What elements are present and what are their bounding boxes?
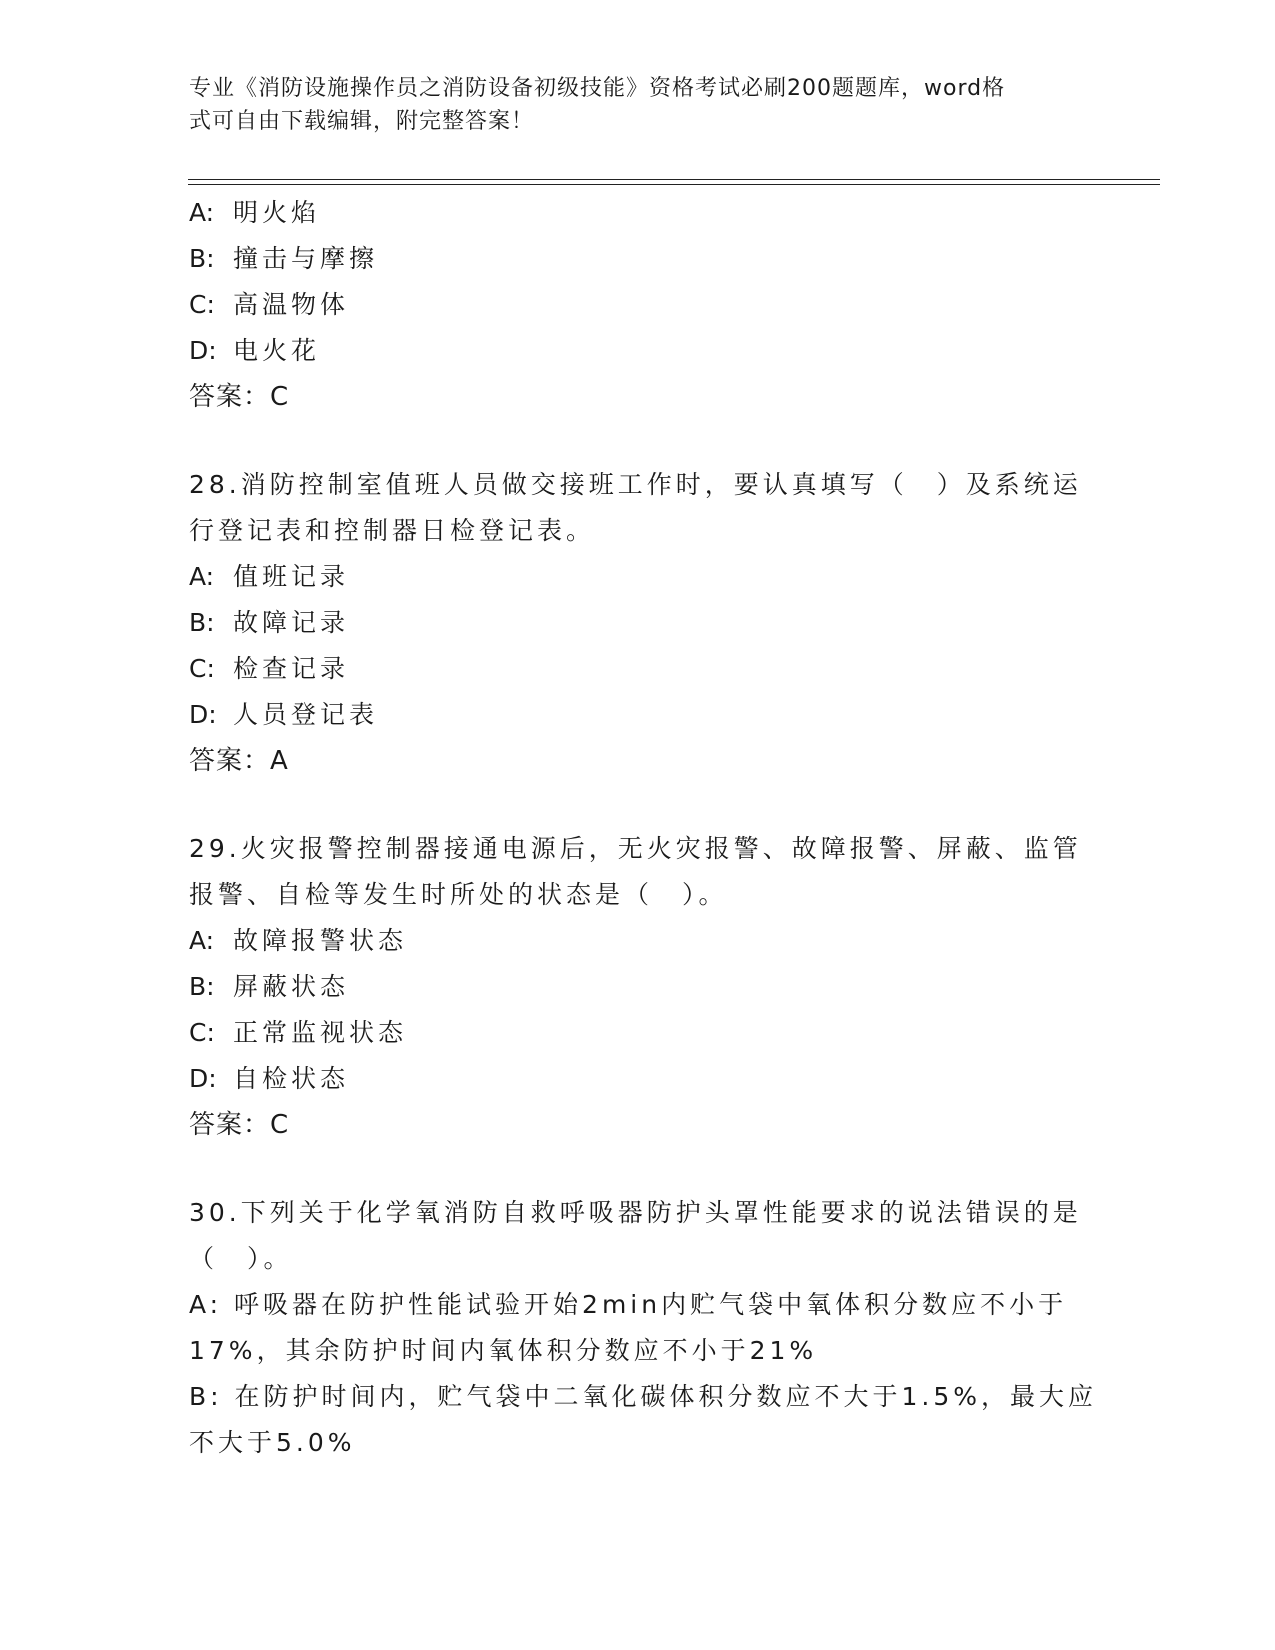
option-letter: B: bbox=[189, 608, 215, 637]
header-line-2: 式可自由下载编辑，附完整答案！ bbox=[189, 109, 535, 134]
option-letter: C: bbox=[189, 1018, 215, 1047]
option-letter: D: bbox=[189, 700, 217, 729]
option-d bbox=[189, 328, 1089, 374]
option-letter: D: bbox=[189, 336, 217, 365]
option-b bbox=[189, 964, 1089, 1010]
option-b bbox=[189, 600, 1089, 646]
option-d bbox=[189, 1056, 1089, 1102]
answer-label: 答案：A bbox=[189, 746, 289, 776]
option-text: 故障报警状态 bbox=[233, 926, 408, 955]
option-text: 明火焰 bbox=[233, 198, 321, 227]
option-letter: A: bbox=[189, 562, 215, 591]
option-b-line-2: 不大于5.0% bbox=[189, 1428, 356, 1457]
page-header bbox=[189, 72, 1069, 138]
question-text-line-1: 30.下列关于化学氧消防自救呼吸器防护头罩性能要求的说法错误的是 bbox=[189, 1198, 1082, 1227]
option-c bbox=[189, 646, 1089, 692]
header-divider-bottom bbox=[188, 184, 1160, 185]
answer-label: 答案：C bbox=[189, 1110, 290, 1140]
header-line-1: 专业《消防设施操作员之消防设备初级技能》资格考试必刷200题题库，word格 bbox=[189, 76, 1006, 101]
header-divider-top bbox=[188, 179, 1160, 180]
question-28 bbox=[189, 462, 1089, 784]
option-letter: C: bbox=[189, 654, 215, 683]
option-a-line-2: 17%，其余防护时间内氧体积分数应不小于21% bbox=[189, 1336, 818, 1365]
option-letter: D: bbox=[189, 1064, 217, 1093]
option-text: 人员登记表 bbox=[233, 700, 379, 729]
option-c bbox=[189, 1010, 1089, 1056]
question-text-line-2: （ ）。 bbox=[189, 1244, 293, 1273]
question-text-line-1: 28.消防控制室值班人员做交接班工作时，要认真填写（ ）及系统运 bbox=[189, 470, 1082, 499]
answer-label: 答案：C bbox=[189, 382, 290, 412]
question-text-line-1: 29.火灾报警控制器接通电源后，无火灾报警、故障报警、屏蔽、监管 bbox=[189, 834, 1082, 863]
option-text: 屏蔽状态 bbox=[233, 972, 350, 1001]
option-a bbox=[189, 918, 1089, 964]
option-text: 自检状态 bbox=[233, 1064, 350, 1093]
option-text: 电火花 bbox=[233, 336, 321, 365]
question-text-line-2: 行登记表和控制器日检登记表。 bbox=[189, 516, 596, 545]
option-text: 高温物体 bbox=[233, 290, 350, 319]
option-letter: A: bbox=[189, 926, 215, 955]
spacer bbox=[189, 420, 1089, 462]
spacer bbox=[189, 1148, 1089, 1190]
option-letter: C: bbox=[189, 290, 215, 319]
option-a bbox=[189, 190, 1089, 236]
question-text-line-2: 报警、自检等发生时所处的状态是（ ）。 bbox=[189, 880, 728, 909]
option-a-line-1: A: 呼吸器在防护性能试验开始2min内贮气袋中氧体积分数应不小于 bbox=[189, 1290, 1068, 1319]
option-b bbox=[189, 236, 1089, 282]
question-27 bbox=[189, 190, 1089, 420]
option-text: 正常监视状态 bbox=[233, 1018, 408, 1047]
option-d bbox=[189, 692, 1089, 738]
question-29 bbox=[189, 826, 1089, 1148]
option-letter: A: bbox=[189, 198, 215, 227]
option-a bbox=[189, 554, 1089, 600]
question-list bbox=[189, 190, 1098, 1466]
option-c bbox=[189, 282, 1089, 328]
option-letter: B: bbox=[189, 244, 215, 273]
option-text: 故障记录 bbox=[233, 608, 350, 637]
option-text: 值班记录 bbox=[233, 562, 350, 591]
spacer bbox=[189, 784, 1089, 826]
question-30 bbox=[189, 1190, 1098, 1466]
option-letter: B: bbox=[189, 972, 215, 1001]
option-text: 检查记录 bbox=[233, 654, 350, 683]
option-text: 撞击与摩擦 bbox=[233, 244, 379, 273]
option-b-line-1: B: 在防护时间内，贮气袋中二氧化碳体积分数应不大于1.5%，最大应 bbox=[189, 1382, 1098, 1411]
